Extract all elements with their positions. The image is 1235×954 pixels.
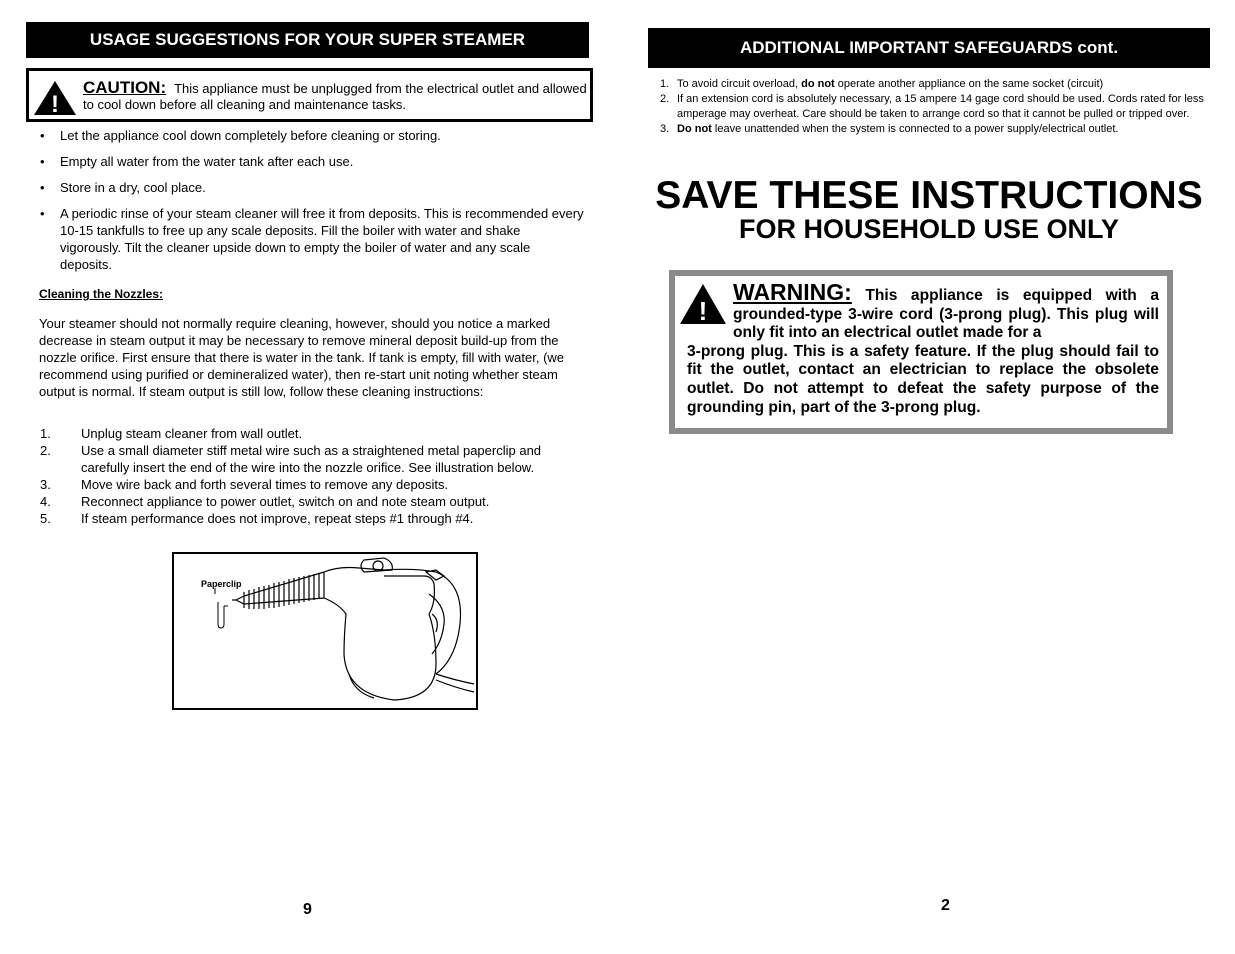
list-item [40, 493, 580, 510]
caution-message: This appliance must be unplugged from the electrical outlet and allowed to cool down before all cleaning and maintenance tasks. [83, 81, 587, 112]
step-text: Use a small diameter stiff metal wire such as a straightened metal paperclip and carefully insert the end of the wire into the nozzle orifice. See illustration below. [81, 443, 542, 475]
step-text: Move wire back and forth several times to remove any deposits. [81, 477, 449, 492]
step-number: 3. [40, 477, 51, 492]
caution-text-block [83, 80, 588, 113]
list-item [40, 476, 580, 493]
step-text: Reconnect appliance to power outlet, switch on and note steam output. [81, 494, 490, 509]
list-item [660, 77, 1205, 92]
svg-text:!: ! [51, 91, 59, 117]
item-text-pre: To avoid circuit overload, [677, 78, 802, 90]
item-text-bold: Do not [677, 123, 712, 135]
steamer-illustration [172, 552, 478, 710]
warning-inner [675, 276, 1167, 428]
step-number: 4. [40, 494, 51, 509]
caution-box [26, 68, 593, 122]
list-item: • A periodic rinse of your steam cleaner will free it from deposits. This is recommended every 10-15 tankfulls to free up any scale deposits. Fill the boiler with water and shake vigorously. Tilt the cleaner upside down to empty the boiler of water and any scale deposits. [40, 205, 585, 273]
warning-label: WARNING: [733, 279, 852, 305]
list-item: • Store in a dry, cool place. [40, 179, 585, 196]
svg-text:!: ! [698, 296, 708, 326]
paperclip-icon [215, 588, 228, 628]
step-number: 1. [40, 426, 51, 441]
item-number: 2. [660, 93, 670, 105]
right-page-number: 2 [941, 897, 950, 914]
warning-message-rest: 3-prong plug. This is a safety feature. If the plug should fail to fit the outlet, contact an electrician to replace the obsolete outlet. Do not attempt to defeat the safety purpose of the grounding pin, part of the 3-prong plug. [687, 342, 1159, 416]
warning-box [669, 270, 1173, 434]
step-number: 2. [40, 443, 51, 458]
warning-text-block [687, 279, 1159, 417]
cleaning-paragraph: Your steamer should not normally require cleaning, however, should you notice a marked decrease in steam output it may be necessary to remove mineral deposit build-up from the nozzle orifice. First ensure that there is water in the tank. If tank is empty, fill with water, (we recommend using purified or demineralized water), then re-start unit noting whether steam output is normal. If steam output is still low, follow these cleaning instructions: [39, 316, 565, 399]
step-text: If steam performance does not improve, repeat steps #1 through #4. [81, 511, 474, 526]
left-header-title: USAGE SUGGESTIONS FOR YOUR SUPER STEAMER [89, 30, 526, 49]
list-item: • Empty all water from the water tank after each use. [40, 153, 585, 170]
list-item [40, 442, 580, 476]
steamer-drawing [174, 554, 476, 708]
spring-nozzle [232, 572, 324, 609]
list-item: • Let the appliance cool down completely before cleaning or storing. [40, 127, 585, 144]
save-instructions-title: SAVE THESE INSTRUCTIONS [655, 174, 1203, 217]
list-item [40, 510, 580, 527]
warning-message-start: This appliance is equipped with a grounded-type 3-wire cord (3-prong plug). This plug will only fit into an electrical outlet made for a [733, 287, 1159, 342]
list-item [40, 425, 580, 442]
usage-bullet-list [40, 127, 585, 282]
cleaning-nozzles-heading: Cleaning the Nozzles: [39, 287, 164, 301]
item-text-post: operate another appliance on the same socket (circuit) [834, 78, 1104, 90]
step-number: 5. [40, 511, 51, 526]
item-number: 3. [660, 123, 670, 135]
step-text: Unplug steam cleaner from wall outlet. [81, 426, 303, 441]
right-header-bar [648, 28, 1210, 68]
list-item [660, 92, 1205, 122]
cleaning-steps-list [40, 425, 580, 527]
household-use-subtitle: FOR HOUSEHOLD USE ONLY [738, 214, 1120, 244]
left-header-bar [26, 22, 589, 58]
item-number: 1. [660, 78, 670, 90]
item-text-pre: If an extension cord is absolutely necessary, a 15 ampere 14 gage cord should be used. Cords rated for less amperage may overheat. Care should be taken to arrange cord so that it cannot be pulled or tripped over. [677, 93, 1204, 120]
list-item [660, 122, 1205, 137]
steamer-body [324, 558, 474, 700]
left-page-number: 9 [303, 901, 312, 918]
safeguards-list [660, 77, 1205, 137]
item-text-post: leave unattended when the system is connected to a power supply/electrical outlet. [711, 123, 1119, 135]
warning-indented-text [687, 279, 1159, 343]
warning-triangle-icon [32, 79, 78, 117]
paperclip-label: Paperclip [201, 579, 242, 589]
right-header-title: ADDITIONAL IMPORTANT SAFEGUARDS cont. [739, 38, 1119, 57]
item-text-bold: do not [801, 78, 835, 90]
caution-label: CAUTION: [83, 78, 167, 97]
